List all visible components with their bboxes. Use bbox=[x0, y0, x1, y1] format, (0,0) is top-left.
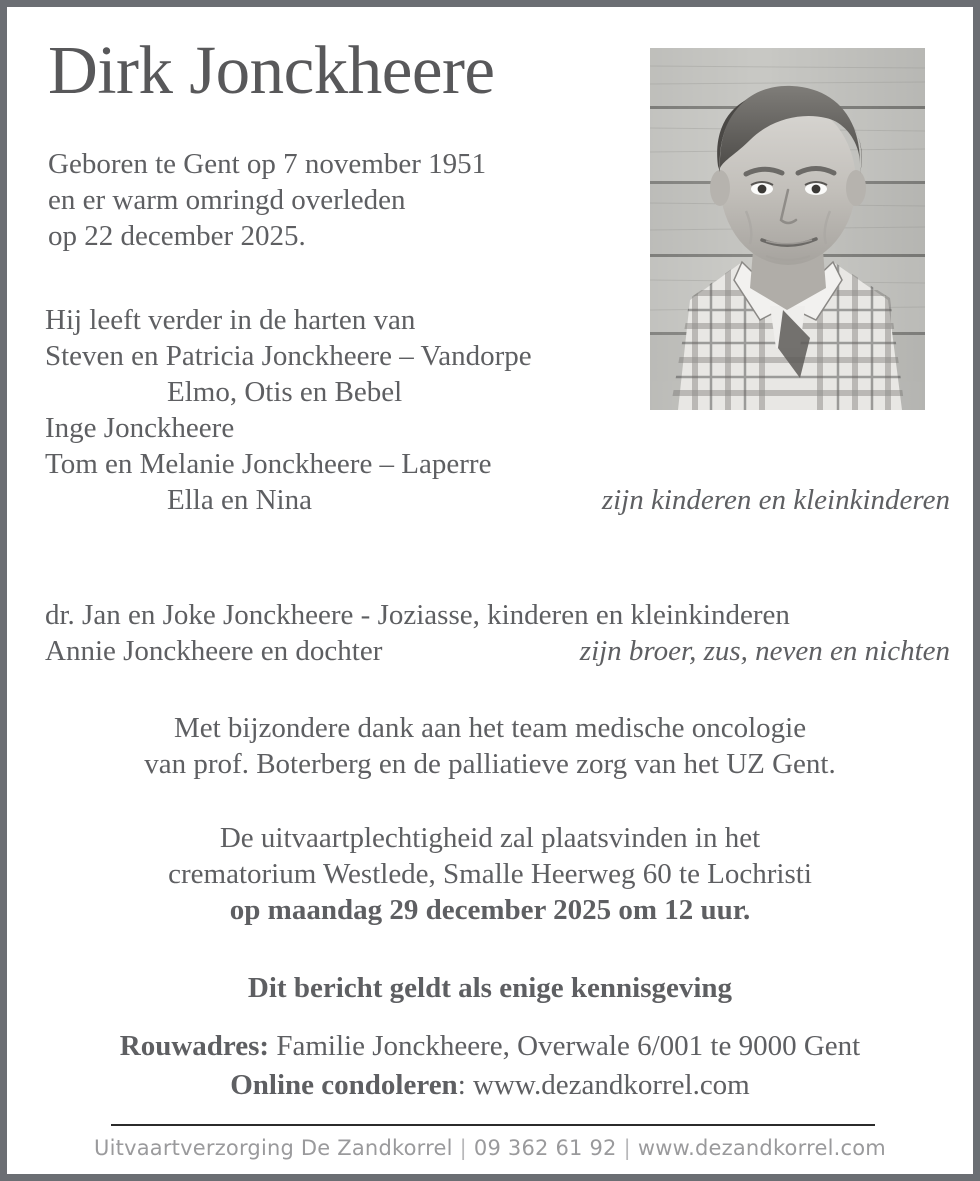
mourning-address-value: Familie Jonckheere, Overwale 6/001 te 9000 Gent bbox=[276, 1030, 861, 1062]
footer-separator-2: | bbox=[623, 1136, 631, 1160]
siblings-relation-caption: zijn broer, zus, neven en nichten bbox=[579, 635, 950, 667]
birth-line: Geboren te Gent op 7 november 1951 bbox=[48, 148, 487, 180]
siblings-caption-row bbox=[45, 633, 950, 669]
deceased-name: Dirk Jonckheere bbox=[48, 32, 495, 108]
mourning-address-row bbox=[7, 1027, 973, 1066]
online-condolences-value: : www.dezandkorrel.com bbox=[457, 1069, 750, 1101]
notice-inner bbox=[7, 7, 973, 1174]
funeral-home-website: www.dezandkorrel.com bbox=[637, 1136, 886, 1160]
thanks-line-1: Met bijzondere dank aan het team medische oncologie bbox=[173, 712, 807, 744]
address-block bbox=[7, 1027, 973, 1105]
online-condolences-row bbox=[7, 1066, 973, 1105]
children-relation-caption: zijn kinderen en kleinkinderen bbox=[601, 484, 950, 516]
footer-bar bbox=[7, 1136, 973, 1160]
children-caption-row bbox=[45, 482, 950, 518]
child-line: Tom en Melanie Jonckheere – Laperre bbox=[45, 448, 492, 480]
grandchild-line: Ella en Nina bbox=[167, 484, 312, 516]
funeral-home-name: Uitvaartverzorging De Zandkorrel bbox=[94, 1136, 453, 1160]
child-line: Inge Jonckheere bbox=[45, 412, 235, 444]
ceremony-datetime: op maandag 29 december 2025 om 12 uur. bbox=[229, 894, 751, 926]
children-block bbox=[45, 302, 950, 518]
ceremony-block bbox=[7, 820, 973, 928]
sibling-line-1: dr. Jan en Joke Jonckheere - Joziasse, kinderen en kleinkinderen bbox=[45, 599, 790, 631]
mourning-address-label: Rouwadres: bbox=[119, 1030, 270, 1062]
siblings-block bbox=[45, 597, 950, 669]
ceremony-line-1: De uitvaartplechtigheid zal plaatsvinden in het bbox=[219, 822, 761, 854]
thanks-line-2: van prof. Boterberg en de palliatieve zorg van het UZ Gent. bbox=[144, 748, 836, 780]
birth-death-block bbox=[48, 146, 648, 254]
thanks-block bbox=[7, 710, 973, 782]
funeral-home-phone: 09 362 61 92 bbox=[473, 1136, 617, 1160]
online-condolences-label: Online condoleren bbox=[230, 1069, 458, 1101]
children-intro: Hij leeft verder in de harten van bbox=[45, 304, 416, 336]
ceremony-line-2: crematorium Westlede, Smalle Heerweg 60 te Lochristi bbox=[168, 858, 812, 890]
footer-divider bbox=[111, 1124, 875, 1126]
footer-separator-1: | bbox=[459, 1136, 467, 1160]
child-line: Steven en Patricia Jonckheere – Vandorpe bbox=[45, 340, 532, 372]
passing-line-2: op 22 december 2025. bbox=[48, 220, 306, 252]
passing-line-1: en er warm omringd overleden bbox=[48, 184, 406, 216]
sibling-line-2: Annie Jonckheere en dochter bbox=[45, 635, 383, 667]
grandchild-line: Elmo, Otis en Bebel bbox=[167, 376, 403, 408]
single-notice-text: Dit bericht geldt als enige kennisgeving bbox=[247, 972, 733, 1004]
